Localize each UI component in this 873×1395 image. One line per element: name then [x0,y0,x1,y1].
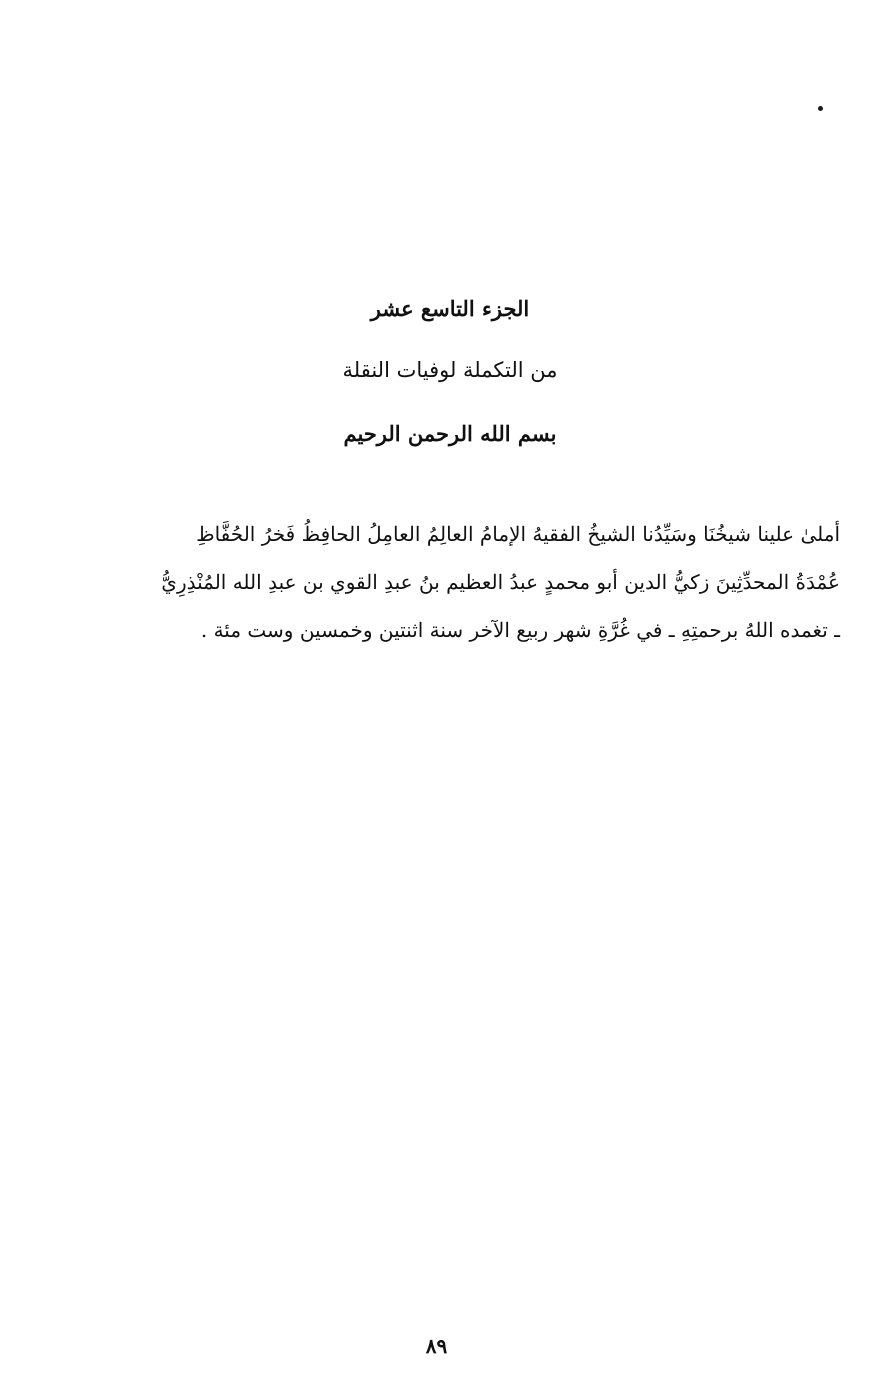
part-title: الجزء التاسع عشر [370,296,530,321]
body-line: عُمْدَةُ المحدِّثِينَ زكيُّ الدين أبو محمدٍ عبدُ العظيم بنُ عبدِ القوي بن عبدِ الله المُنْذِرِيُّ [161,570,840,594]
book-title: من التكملة لوفيات النقلة [342,358,558,382]
page-number: ٨٩ [425,1334,448,1358]
body-paragraph [70,510,840,654]
basmala: بسم الله الرحمن الرحيم [343,421,557,446]
body-line: ـ تغمده اللهُ برحمتِهِ ـ في غُرَّةِ شهر ربيع الآخر سنة اثنتين وخمسين وست مئة . [200,618,840,642]
print-speck [818,106,823,111]
body-line: أملىٰ علينا شيخُنَا وسَيِّدُنا الشيخُ الفقيهُ الإمامُ العالِمُ العامِلُ الحافِظُ فَخرُ الحُفَّاظِ [196,522,840,546]
